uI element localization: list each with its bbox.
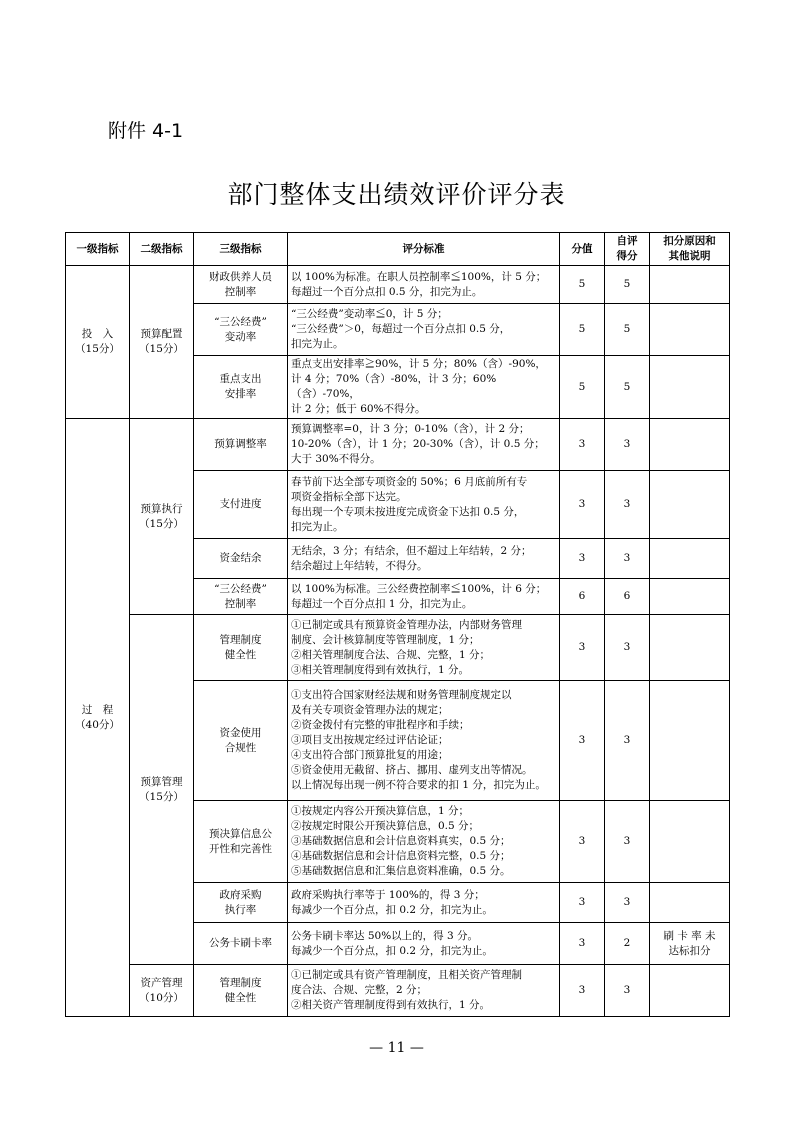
criteria-cell: 政府采购执行率等于 100%的，得 3 分； 每减少一个百分点，扣 0.2 分，扣完为止。 (288, 883, 560, 923)
self-score-cell: 5 (605, 304, 650, 356)
self-score-cell: 5 (605, 356, 650, 419)
criteria-cell: 以 100%为标准。三公经费控制率≦100%，计 6 分； 每超过一个百分点扣 1 分，扣完为止。 (288, 579, 560, 615)
indicator-cell: 预算调整率 (194, 419, 288, 471)
indicator-cell: 支付进度 (194, 471, 288, 539)
table-header-row (66, 233, 730, 266)
reason-cell (650, 356, 730, 419)
criteria-cell: ①支出符合国家财经法规和财务管理制度规定以 及有关专项资金管理办法的规定； ②资金拨付有完整的审批程序和手续； ③项目支出按规定经过评估论证； ④支出符合部门预算批复的用途； ⑤资金使用无截留、挤占、挪用、虚列支出等情况。 以上情况每出现一例不符合要求的扣 1 分，扣完为止。 (288, 681, 560, 801)
reason-cell (650, 801, 730, 883)
self-score-cell: 3 (605, 801, 650, 883)
reason-cell (650, 615, 730, 681)
score-cell: 3 (560, 539, 605, 579)
indicator-cell: 管理制度 健全性 (194, 615, 288, 681)
header-reason: 扣分原因和 其他说明 (650, 233, 730, 266)
score-cell: 3 (560, 923, 605, 965)
indicator-cell: 重点支出 安排率 (194, 356, 288, 419)
criteria-cell: ①已制定或具有资产管理制度，且相关资产管理制 度合法、合规、完整，2 分； ②相关资产管理制度得到有效执行，1 分。 (288, 965, 560, 1017)
subgroup-asset-mgmt: 资产管理 （10分） (130, 965, 194, 1017)
indicator-cell: 管理制度 健全性 (194, 965, 288, 1017)
group-input: 投 入 （15分） (66, 266, 130, 419)
score-cell: 3 (560, 419, 605, 471)
page-title: 部门整体支出绩效评价评分表 (227, 180, 566, 209)
score-cell: 3 (560, 681, 605, 801)
reason-cell (650, 419, 730, 471)
subgroup-budget-exec: 预算执行 （15分） (130, 419, 194, 615)
reason-cell (650, 539, 730, 579)
score-cell: 3 (560, 471, 605, 539)
criteria-cell: “三公经费”变动率≦0，计 5 分； “三公经费”＞0，每超过一个百分点扣 0.5 分， 扣完为止。 (288, 304, 560, 356)
reason-cell (650, 304, 730, 356)
table-row (66, 266, 730, 304)
self-score-cell: 3 (605, 615, 650, 681)
indicator-cell: “三公经费” 控制率 (194, 579, 288, 615)
score-cell: 3 (560, 965, 605, 1017)
criteria-cell: 重点支出安排率≧90%，计 5 分；80%（含）-90%， 计 4 分；70%（含）-80%，计 3 分；60%（含）-70%， 计 2 分；低于 60%不得分。 (288, 356, 560, 419)
indicator-cell: 财政供养人员 控制率 (194, 266, 288, 304)
table-row (66, 419, 730, 471)
group-process: 过 程 （40分） (66, 419, 130, 1017)
indicator-cell: 政府采购 执行率 (194, 883, 288, 923)
criteria-cell: 预算调整率=0，计 3 分；0-10%（含），计 2 分； 10-20%（含），计 1 分；20-30%（含），计 0.5 分； 大于 30%不得分。 (288, 419, 560, 471)
subgroup-budget-mgmt: 预算管理 （15分） (130, 615, 194, 965)
header-criteria: 评分标准 (288, 233, 560, 266)
indicator-cell: “三公经费” 变动率 (194, 304, 288, 356)
criteria-cell: 无结余，3 分；有结余，但不超过上年结转，2 分； 结余超过上年结转，不得分。 (288, 539, 560, 579)
indicator-cell: 预决算信息公 开性和完善性 (194, 801, 288, 883)
self-score-cell: 2 (605, 923, 650, 965)
reason-cell (650, 883, 730, 923)
self-score-cell: 6 (605, 579, 650, 615)
criteria-cell: ①按规定内容公开预决算信息，1 分； ②按规定时限公开预决算信息，0.5 分； ③基础数据信息和会计信息资料真实，0.5 分； ④基础数据信息和会计信息资料完整，0.5 分； ⑤基础数据信息和汇集信息资料准确，0.5 分。 (288, 801, 560, 883)
header-level3: 三级指标 (194, 233, 288, 266)
score-table (65, 232, 730, 1017)
score-cell: 3 (560, 615, 605, 681)
self-score-cell: 3 (605, 681, 650, 801)
subgroup-budget-config: 预算配置 （15分） (130, 266, 194, 419)
reason-cell (650, 579, 730, 615)
reason-cell (650, 681, 730, 801)
indicator-cell: 资金使用 合规性 (194, 681, 288, 801)
score-cell: 6 (560, 579, 605, 615)
reason-cell (650, 266, 730, 304)
self-score-cell: 3 (605, 883, 650, 923)
header-self-score: 自评 得分 (605, 233, 650, 266)
self-score-cell: 3 (605, 419, 650, 471)
header-level1: 一级指标 (66, 233, 130, 266)
table-row (66, 615, 730, 681)
table-row (66, 965, 730, 1017)
reason-cell (650, 471, 730, 539)
self-score-cell: 5 (605, 266, 650, 304)
indicator-cell: 公务卡刷卡率 (194, 923, 288, 965)
page-number: — 11 — (369, 1040, 424, 1056)
criteria-cell: ①已制定或具有预算资金管理办法，内部财务管理 制度、会计核算制度等管理制度，1 分； ②相关管理制度合法、合规、完整，1 分； ③相关管理制度得到有效执行，1 分。 (288, 615, 560, 681)
score-cell: 5 (560, 266, 605, 304)
score-cell: 5 (560, 304, 605, 356)
score-cell: 5 (560, 356, 605, 419)
self-score-cell: 3 (605, 539, 650, 579)
criteria-cell: 以 100%为标准。在职人员控制率≦100%，计 5 分； 每超过一个百分点扣 0.5 分，扣完为止。 (288, 266, 560, 304)
header-level2: 二级指标 (130, 233, 194, 266)
reason-cell (650, 965, 730, 1017)
self-score-cell: 3 (605, 965, 650, 1017)
score-cell: 3 (560, 883, 605, 923)
criteria-cell: 公务卡刷卡率达 50%以上的，得 3 分。 每减少一个百分点，扣 0.2 分，扣完为止。 (288, 923, 560, 965)
header-score: 分值 (560, 233, 605, 266)
self-score-cell: 3 (605, 471, 650, 539)
attachment-label: 附件 4-1 (108, 120, 184, 142)
indicator-cell: 资金结余 (194, 539, 288, 579)
criteria-cell: 春节前下达全部专项资金的 50%；6 月底前所有专 项资金指标全部下达完。 每出现一个专项未按进度完成资金下达扣 0.5 分， 扣完为止。 (288, 471, 560, 539)
reason-cell: 刷 卡 率 未 达标扣分 (650, 923, 730, 965)
score-cell: 3 (560, 801, 605, 883)
